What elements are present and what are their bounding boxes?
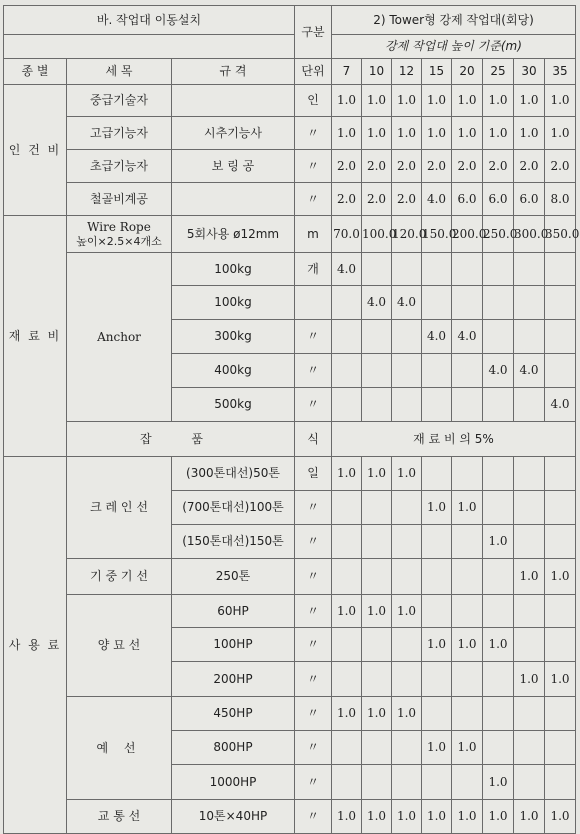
value-cell: 2.0 bbox=[422, 150, 452, 183]
value-cell: 1.0 bbox=[362, 800, 392, 834]
value-cell bbox=[483, 731, 514, 765]
item-label: 고급기능자 bbox=[67, 117, 172, 150]
value-cell: 1.0 bbox=[392, 697, 422, 731]
value-cell bbox=[392, 253, 422, 286]
value-cell bbox=[545, 731, 576, 765]
value-cell bbox=[452, 457, 483, 491]
unit-label: 〃 bbox=[295, 117, 332, 150]
value-cell bbox=[514, 628, 545, 662]
spec-label: (150톤대선)150톤 bbox=[172, 525, 295, 559]
value-cell: 1.0 bbox=[483, 525, 514, 559]
value-cell: 1.0 bbox=[422, 117, 452, 150]
value-cell: 2.0 bbox=[362, 150, 392, 183]
value-cell bbox=[392, 320, 422, 354]
value-cell: 200.0 bbox=[452, 216, 483, 253]
value-cell bbox=[362, 525, 392, 559]
value-cell bbox=[392, 662, 422, 697]
value-cell bbox=[332, 354, 362, 388]
value-cell: 4.0 bbox=[392, 286, 422, 320]
unit-label: 〃 bbox=[295, 697, 332, 731]
value-cell: 4.0 bbox=[483, 354, 514, 388]
value-cell: 150.0 bbox=[422, 216, 452, 253]
value-cell bbox=[483, 388, 514, 422]
unit-label: 〃 bbox=[295, 491, 332, 525]
table-row bbox=[4, 85, 576, 117]
value-cell: 1.0 bbox=[452, 117, 483, 150]
value-cell: 2.0 bbox=[483, 150, 514, 183]
unit-label: 식 bbox=[295, 422, 332, 457]
value-cell bbox=[452, 525, 483, 559]
value-cell: 6.0 bbox=[452, 183, 483, 216]
value-cell: 1.0 bbox=[514, 85, 545, 117]
value-cell: 1.0 bbox=[483, 85, 514, 117]
value-cell bbox=[392, 731, 422, 765]
unit-label: 〃 bbox=[295, 628, 332, 662]
value-cell: 1.0 bbox=[545, 559, 576, 595]
value-cell bbox=[483, 320, 514, 354]
value-cell: 250.0 bbox=[483, 216, 514, 253]
value-cell bbox=[545, 525, 576, 559]
table-row bbox=[4, 800, 576, 834]
table-row bbox=[4, 117, 576, 150]
value-cell bbox=[545, 457, 576, 491]
value-cell: 1.0 bbox=[514, 662, 545, 697]
value-cell bbox=[514, 525, 545, 559]
unit-label: 일 bbox=[295, 457, 332, 491]
value-cell bbox=[362, 253, 392, 286]
value-cell bbox=[362, 354, 392, 388]
value-cell: 1.0 bbox=[422, 800, 452, 834]
value-cell: 1.0 bbox=[452, 85, 483, 117]
value-cell: 1.0 bbox=[362, 85, 392, 117]
value-cell bbox=[452, 559, 483, 595]
value-cell bbox=[514, 320, 545, 354]
value-cell: 1.0 bbox=[483, 628, 514, 662]
value-cell bbox=[483, 491, 514, 525]
col-height: 30 bbox=[514, 59, 545, 85]
value-cell bbox=[422, 286, 452, 320]
blank-header bbox=[4, 35, 295, 59]
value-cell bbox=[392, 628, 422, 662]
value-cell bbox=[514, 286, 545, 320]
value-cell bbox=[483, 253, 514, 286]
value-cell: 2.0 bbox=[392, 150, 422, 183]
unit-label: m bbox=[295, 216, 332, 253]
value-cell: 4.0 bbox=[362, 286, 392, 320]
spec-label: (700톤대선)100톤 bbox=[172, 491, 295, 525]
value-cell bbox=[514, 765, 545, 800]
value-cell bbox=[452, 253, 483, 286]
value-cell: 1.0 bbox=[422, 491, 452, 525]
value-cell bbox=[452, 354, 483, 388]
value-cell bbox=[392, 559, 422, 595]
value-cell: 1.0 bbox=[362, 457, 392, 491]
value-cell bbox=[514, 595, 545, 628]
value-cell: 4.0 bbox=[332, 253, 362, 286]
value-cell: 1.0 bbox=[332, 117, 362, 150]
item-label: 초급기능자 bbox=[67, 150, 172, 183]
item-label: 철골비계공 bbox=[67, 183, 172, 216]
table-row bbox=[4, 216, 576, 253]
traffic-item: 교 통 선 bbox=[67, 800, 172, 834]
value-cell bbox=[362, 388, 392, 422]
category-labor: 인 건 비 bbox=[4, 85, 67, 216]
value-cell: 1.0 bbox=[332, 697, 362, 731]
value-cell bbox=[452, 388, 483, 422]
col-category: 종 별 bbox=[4, 59, 67, 85]
col-height: 25 bbox=[483, 59, 514, 85]
value-cell: 1.0 bbox=[452, 628, 483, 662]
value-cell: 70.0 bbox=[332, 216, 362, 253]
value-cell: 1.0 bbox=[392, 117, 422, 150]
value-cell bbox=[362, 320, 392, 354]
value-cell bbox=[362, 731, 392, 765]
value-cell: 1.0 bbox=[392, 85, 422, 117]
value-cell: 120.0 bbox=[392, 216, 422, 253]
value-cell: 1.0 bbox=[392, 457, 422, 491]
value-cell: 4.0 bbox=[422, 320, 452, 354]
unit-label: 〃 bbox=[295, 388, 332, 422]
value-cell bbox=[545, 595, 576, 628]
value-cell bbox=[514, 491, 545, 525]
value-cell: 350.0 bbox=[545, 216, 576, 253]
value-cell bbox=[332, 320, 362, 354]
value-cell bbox=[362, 662, 392, 697]
value-cell bbox=[422, 559, 452, 595]
spec-label bbox=[172, 85, 295, 117]
value-cell: 4.0 bbox=[545, 388, 576, 422]
spec-label: 1000HP bbox=[172, 765, 295, 800]
value-cell bbox=[422, 457, 452, 491]
item-label: 중급기술자 bbox=[67, 85, 172, 117]
value-cell bbox=[392, 491, 422, 525]
unit-label: 인 bbox=[295, 85, 332, 117]
value-cell bbox=[483, 662, 514, 697]
value-cell bbox=[422, 662, 452, 697]
col-detail: 세 목 bbox=[67, 59, 172, 85]
value-cell bbox=[514, 457, 545, 491]
crane-item: 크 레 인 선 bbox=[67, 457, 172, 559]
value-cell: 1.0 bbox=[362, 117, 392, 150]
value-cell bbox=[422, 525, 452, 559]
value-cell: 4.0 bbox=[514, 354, 545, 388]
value-cell bbox=[392, 388, 422, 422]
value-cell bbox=[545, 628, 576, 662]
derrick-item: 기 중 기 선 bbox=[67, 559, 172, 595]
spec-label: 800HP bbox=[172, 731, 295, 765]
value-cell bbox=[332, 491, 362, 525]
value-cell: 1.0 bbox=[545, 117, 576, 150]
tower-title: 2) Tower형 강제 작업대(회당) bbox=[332, 6, 576, 35]
value-cell bbox=[452, 697, 483, 731]
value-cell bbox=[332, 731, 362, 765]
value-cell bbox=[362, 628, 392, 662]
unit-label: 〃 bbox=[295, 150, 332, 183]
value-cell: 6.0 bbox=[514, 183, 545, 216]
unit-label: 〃 bbox=[295, 731, 332, 765]
value-cell: 2.0 bbox=[392, 183, 422, 216]
value-cell: 1.0 bbox=[545, 85, 576, 117]
value-cell bbox=[452, 595, 483, 628]
col-height: 35 bbox=[545, 59, 576, 85]
misc-item: 잡 품 bbox=[67, 422, 295, 457]
value-cell: 1.0 bbox=[362, 697, 392, 731]
value-cell bbox=[452, 286, 483, 320]
value-cell bbox=[422, 697, 452, 731]
unit-label: 〃 bbox=[295, 765, 332, 800]
value-cell bbox=[545, 491, 576, 525]
value-cell bbox=[362, 559, 392, 595]
unit-label: 〃 bbox=[295, 662, 332, 697]
wire-rope-item bbox=[67, 216, 172, 253]
value-cell bbox=[422, 388, 452, 422]
value-cell: 1.0 bbox=[332, 595, 362, 628]
spec-label: 5회사용 ø12mm bbox=[172, 216, 295, 253]
value-cell bbox=[422, 354, 452, 388]
item-label: Wire Rope bbox=[87, 220, 151, 235]
value-cell: 1.0 bbox=[332, 800, 362, 834]
section-title: 바. 작업대 이동설치 bbox=[4, 6, 295, 35]
value-cell: 1.0 bbox=[452, 800, 483, 834]
col-height: 10 bbox=[362, 59, 392, 85]
table-row bbox=[4, 595, 576, 628]
value-cell bbox=[545, 320, 576, 354]
value-cell: 2.0 bbox=[332, 183, 362, 216]
value-cell bbox=[514, 253, 545, 286]
col-height: 12 bbox=[392, 59, 422, 85]
value-cell: 2.0 bbox=[545, 150, 576, 183]
height-basis: 강제 작업대 높이 기준(m) bbox=[332, 35, 576, 59]
value-cell bbox=[514, 388, 545, 422]
unit-label: 〃 bbox=[295, 595, 332, 628]
value-cell: 1.0 bbox=[483, 765, 514, 800]
value-cell: 1.0 bbox=[545, 800, 576, 834]
anchor-label: Anchor bbox=[67, 253, 172, 422]
value-cell bbox=[392, 765, 422, 800]
misc-note: 재 료 비 의 5% bbox=[332, 422, 576, 457]
value-cell bbox=[514, 731, 545, 765]
value-cell: 1.0 bbox=[483, 800, 514, 834]
unit-label: 〃 bbox=[295, 183, 332, 216]
value-cell: 1.0 bbox=[362, 595, 392, 628]
unit-label bbox=[295, 286, 332, 320]
value-cell bbox=[332, 628, 362, 662]
value-cell bbox=[332, 662, 362, 697]
value-cell bbox=[545, 354, 576, 388]
table-row bbox=[4, 422, 576, 457]
value-cell: 1.0 bbox=[514, 117, 545, 150]
unit-label: 〃 bbox=[295, 320, 332, 354]
spec-label: 300kg bbox=[172, 320, 295, 354]
value-cell: 2.0 bbox=[332, 150, 362, 183]
value-cell: 2.0 bbox=[452, 150, 483, 183]
value-cell: 1.0 bbox=[422, 628, 452, 662]
value-cell: 1.0 bbox=[392, 595, 422, 628]
value-cell: 2.0 bbox=[362, 183, 392, 216]
value-cell: 1.0 bbox=[392, 800, 422, 834]
unit-label: 〃 bbox=[295, 800, 332, 834]
spec-label: 400kg bbox=[172, 354, 295, 388]
col-unit: 단위 bbox=[295, 59, 332, 85]
value-cell bbox=[483, 595, 514, 628]
value-cell bbox=[483, 697, 514, 731]
table-row bbox=[4, 457, 576, 491]
value-cell bbox=[332, 388, 362, 422]
spec-label: 100kg bbox=[172, 286, 295, 320]
value-cell bbox=[452, 765, 483, 800]
value-cell bbox=[332, 765, 362, 800]
value-cell bbox=[452, 662, 483, 697]
value-cell bbox=[332, 286, 362, 320]
value-cell: 1.0 bbox=[452, 491, 483, 525]
spec-label: 250톤 bbox=[172, 559, 295, 595]
spec-label: (300톤대선)50톤 bbox=[172, 457, 295, 491]
value-cell bbox=[422, 595, 452, 628]
value-cell: 100.0 bbox=[362, 216, 392, 253]
col-height: 7 bbox=[332, 59, 362, 85]
spec-label bbox=[172, 183, 295, 216]
spec-label: 450HP bbox=[172, 697, 295, 731]
value-cell bbox=[545, 286, 576, 320]
value-cell bbox=[545, 765, 576, 800]
value-cell: 1.0 bbox=[452, 731, 483, 765]
value-cell bbox=[545, 697, 576, 731]
table-row bbox=[4, 150, 576, 183]
value-cell bbox=[362, 491, 392, 525]
col-spec: 규 격 bbox=[172, 59, 295, 85]
value-cell bbox=[392, 354, 422, 388]
spec-label: 100HP bbox=[172, 628, 295, 662]
value-cell bbox=[362, 765, 392, 800]
value-cell bbox=[422, 253, 452, 286]
table-row bbox=[4, 559, 576, 595]
value-cell: 4.0 bbox=[452, 320, 483, 354]
spec-label: 60HP bbox=[172, 595, 295, 628]
value-cell: 4.0 bbox=[422, 183, 452, 216]
spec-label: 보 링 공 bbox=[172, 150, 295, 183]
value-cell: 1.0 bbox=[332, 457, 362, 491]
value-cell bbox=[332, 525, 362, 559]
value-cell bbox=[422, 765, 452, 800]
col-height: 15 bbox=[422, 59, 452, 85]
value-cell bbox=[545, 253, 576, 286]
value-cell: 1.0 bbox=[483, 117, 514, 150]
value-cell: 2.0 bbox=[514, 150, 545, 183]
spec-label: 시추기능사 bbox=[172, 117, 295, 150]
item-label: 높이×2.5×4개소 bbox=[76, 234, 162, 248]
spec-label: 10톤×40HP bbox=[172, 800, 295, 834]
tug-item: 예 선 bbox=[67, 697, 172, 800]
value-cell: 1.0 bbox=[422, 85, 452, 117]
gubun-header: 구분 bbox=[295, 6, 332, 59]
category-usage: 사 용 료 bbox=[4, 457, 67, 834]
unit-label: 〃 bbox=[295, 559, 332, 595]
value-cell: 1.0 bbox=[514, 559, 545, 595]
value-cell bbox=[483, 286, 514, 320]
spec-label: 500kg bbox=[172, 388, 295, 422]
spec-label: 100kg bbox=[172, 253, 295, 286]
spec-label: 200HP bbox=[172, 662, 295, 697]
value-cell: 1.0 bbox=[514, 800, 545, 834]
table-row bbox=[4, 183, 576, 216]
value-cell bbox=[483, 559, 514, 595]
value-cell: 8.0 bbox=[545, 183, 576, 216]
value-cell bbox=[483, 457, 514, 491]
category-material: 재 료 비 bbox=[4, 216, 67, 457]
value-cell bbox=[332, 559, 362, 595]
table-row bbox=[4, 697, 576, 731]
table-row bbox=[4, 253, 576, 286]
cost-table bbox=[3, 5, 580, 834]
value-cell: 1.0 bbox=[422, 731, 452, 765]
anchor-boat-item: 양 묘 선 bbox=[67, 595, 172, 697]
value-cell bbox=[392, 525, 422, 559]
value-cell: 6.0 bbox=[483, 183, 514, 216]
col-height: 20 bbox=[452, 59, 483, 85]
value-cell: 300.0 bbox=[514, 216, 545, 253]
value-cell: 1.0 bbox=[545, 662, 576, 697]
unit-label: 개 bbox=[295, 253, 332, 286]
value-cell bbox=[514, 697, 545, 731]
unit-label: 〃 bbox=[295, 525, 332, 559]
unit-label: 〃 bbox=[295, 354, 332, 388]
value-cell: 1.0 bbox=[332, 85, 362, 117]
